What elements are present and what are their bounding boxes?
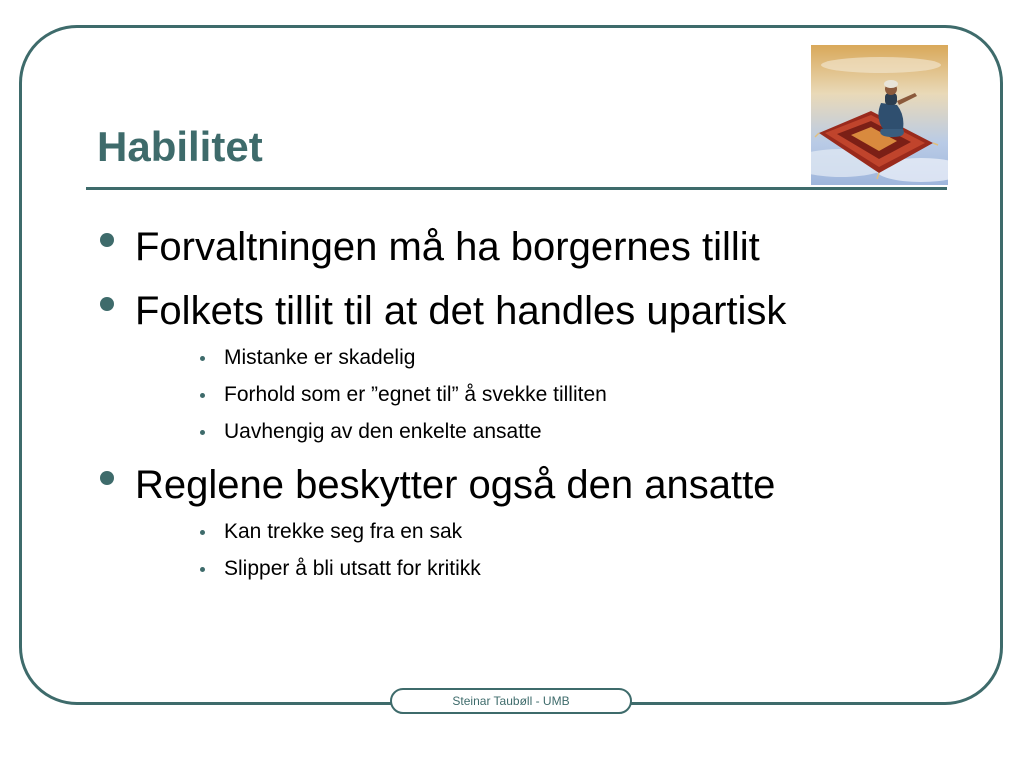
slide-title: Habilitet <box>97 123 263 170</box>
bullet-text: Reglene beskytter også den ansatte <box>135 463 776 507</box>
sub-bullet-text: Uavhengig av den enkelte ansatte <box>224 420 542 443</box>
sub-bullet-dot <box>200 393 205 398</box>
sub-bullet-dot <box>200 567 205 572</box>
footer-label: Steinar Taubøll - UMB <box>390 688 632 714</box>
sub-bullet-text: Slipper å bli utsatt for kritikk <box>224 557 481 580</box>
sub-bullet-text: Kan trekke seg fra en sak <box>224 520 463 543</box>
sub-bullet-dot <box>200 530 205 535</box>
bullet-text: Forvaltningen må ha borgernes tillit <box>135 225 760 269</box>
bullet-dot <box>100 297 114 311</box>
sub-bullet-dot <box>200 356 205 361</box>
bullet-dot <box>100 471 114 485</box>
sub-bullet-text: Forhold som er ”egnet til” å svekke tilliten <box>224 383 607 406</box>
flying-carpet-image <box>811 45 948 185</box>
bullet-dot <box>100 233 114 247</box>
title-underline <box>86 187 947 190</box>
sub-bullet-text: Mistanke er skadelig <box>224 346 416 369</box>
sub-bullet-dot <box>200 430 205 435</box>
bullet-text: Folkets tillit til at det handles upartisk <box>135 289 787 333</box>
